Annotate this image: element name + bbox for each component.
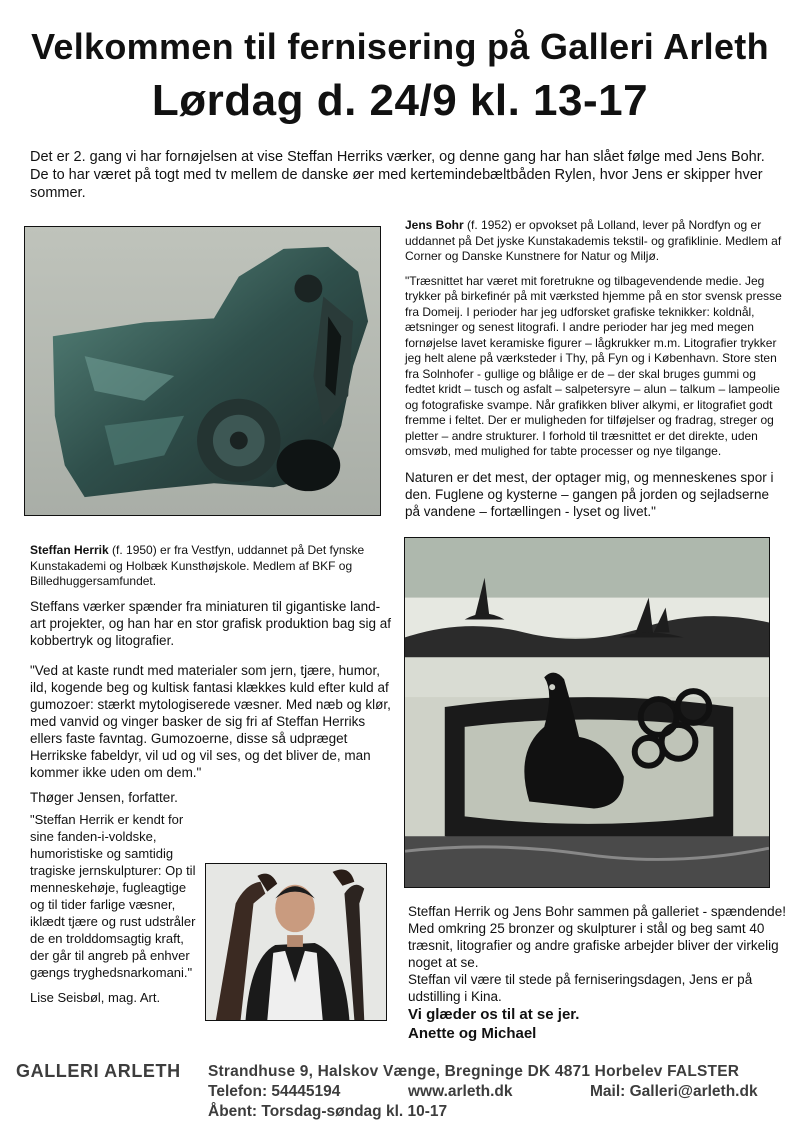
artist-photo <box>205 863 387 1021</box>
gallery-email-link[interactable]: Mail: Galleri@arleth.dk <box>590 1083 758 1100</box>
thoger-quote: "Ved at kaste rundt med materialer som jern, tjære, humor, ild, kogende beg og kultisk fantasi klækkes kuld efter kuld af gumozoer: stærkt mytologiserede væsner. Med næb og klør, med vanvid og vinger basker de sig fri af Steffan Herriks ellers faste favntag. Gumozoerne, disse så udpræget Herrikske fabeldyr, vil ud og vil ses, og det bliver de, man kommer ikke uden om dem." <box>30 662 391 780</box>
greeting-signature: Anette og Michael <box>408 1025 537 1042</box>
gallery-brand: GALLERI ARLETH <box>16 1061 181 1081</box>
together-text: Steffan Herrik og Jens Bohr sammen på galleriet - spændende! Med omkring 25 bronzer og skulpturer i stål og beg samt 40 træsnit, litografier og andre grafiske arbejder bliver der virkelig noget at se. <box>408 904 786 970</box>
page-title: Velkommen til fernisering på Galleri Arleth <box>31 26 769 67</box>
gallery-website-link[interactable]: www.arleth.dk <box>408 1083 513 1100</box>
together-section <box>408 903 788 1005</box>
steffan-bio: Steffan Herrik (f. 1950) er fra Vestfyn, uddannet på Det fynske Kunstakademi og Holbæk Kunsthøjskole. Medlem af BKF og Billedhuggersamfundet. <box>30 543 365 588</box>
intro-paragraph: Det er 2. gang vi har fornøjelsen at vise Steffan Herriks værker, og denne gang har han slået følge med Jens Bohr. De to har været på togt med tv mellem de danske øer med kertemindebæltbåden Rylen, hvor Jens er skipper hver sommer. <box>30 149 765 201</box>
jens-name: Jens Bohr <box>405 218 464 232</box>
thoger-author: Thøger Jensen, forfatter. <box>30 789 178 805</box>
steffan-description: Steffans værker spænder fra miniaturen til gigantiske land-art projekter, og han har en stor grafisk produktion bag sig af kobbertryk og litografier. <box>30 598 391 648</box>
lise-seisbol-section <box>30 811 202 1006</box>
jens-quote-nature: Naturen er det mest, der optager mig, og menneskenes spor i den. Fuglene og kysterne – gangen på jorden og sejladserne på vandene – fortællingen - lyset og livet." <box>405 469 774 519</box>
bronze-sculpture-photo <box>24 226 381 516</box>
lise-quote: "Steffan Herrik er kendt for sine fanden-i-voldske, humoristiske og samtidig tragiske jernskulpturer: Op til menneskehøje, fugleagtige og til tider farlige væsner, iklædt tjære og rust udstråler de en trolddomsagtig kraft, der går til angreb på enhver gængs tryghedsnarkomani." <box>30 812 196 980</box>
jens-bohr-section <box>405 218 785 529</box>
jens-quote: "Træsnittet har været mit foretrukne og tilbagevendende medie. Jeg trykker på birkefinér på mit værksted hjemme på en stor svensk presse fra Domeij. I perioder har jeg udforsket grafiske teknikker: koldnål, ætsninger og senest litografi. I andre perioder har jeg med megen fornøjelse lavet keramiske figurer – lågkrukker m.m. Litografier trykker jeg helt alene på værksteder i Thy, på Fyn og i København. Store sten fra Solnhofer - gullige og blålige er de – der skal bruges gummi og fedtet kridt – tusch og asfalt – salpetersyre – alun – talkum – lampeolie og fotografiske svampe. Når grafikken bliver alkymi, er litografiet godt fremme i feltet. Der er muligheden for tilføjelser og fradrag, streger og pletter – andre strukturer. I forhold til træsnittet er det direkte, uden omsvøb, med mulighed for tabte processer og nye tilgange. <box>405 273 782 458</box>
woodcut-bird-print <box>404 537 770 888</box>
greeting <box>408 1005 788 1043</box>
greeting-line: Vi glæder os til at se jer. <box>408 1006 580 1023</box>
steffan-herrik-section <box>30 543 392 806</box>
jens-bio: Jens Bohr (f. 1952) er opvokset på Lolland, lever på Nordfyn og er uddannet på Det jyske Kunstakademis tekstil- og grafiklinie. Medlem af Corner og Danske Kunstnere for Natur og Miljø. <box>405 218 782 263</box>
footer <box>0 1058 800 1134</box>
lise-author: Lise Seisbøl, mag. Art. <box>30 990 161 1005</box>
gallery-phone: Telefon: 54445194 <box>208 1083 341 1100</box>
together-note: Steffan vil være til stede på ferniseringsdagen, Jens er på udstilling i Kina. <box>408 972 753 1004</box>
steffan-name: Steffan Herrik <box>30 543 109 557</box>
opening-hours: Åbent: Torsdag-søndag kl. 10-17 <box>208 1103 448 1120</box>
gallery-address: Strandhuse 9, Halskov Vænge, Bregninge DK 4871 Horbelev FALSTER <box>208 1063 740 1080</box>
event-date: Lørdag d. 24/9 kl. 13-17 <box>151 76 649 125</box>
